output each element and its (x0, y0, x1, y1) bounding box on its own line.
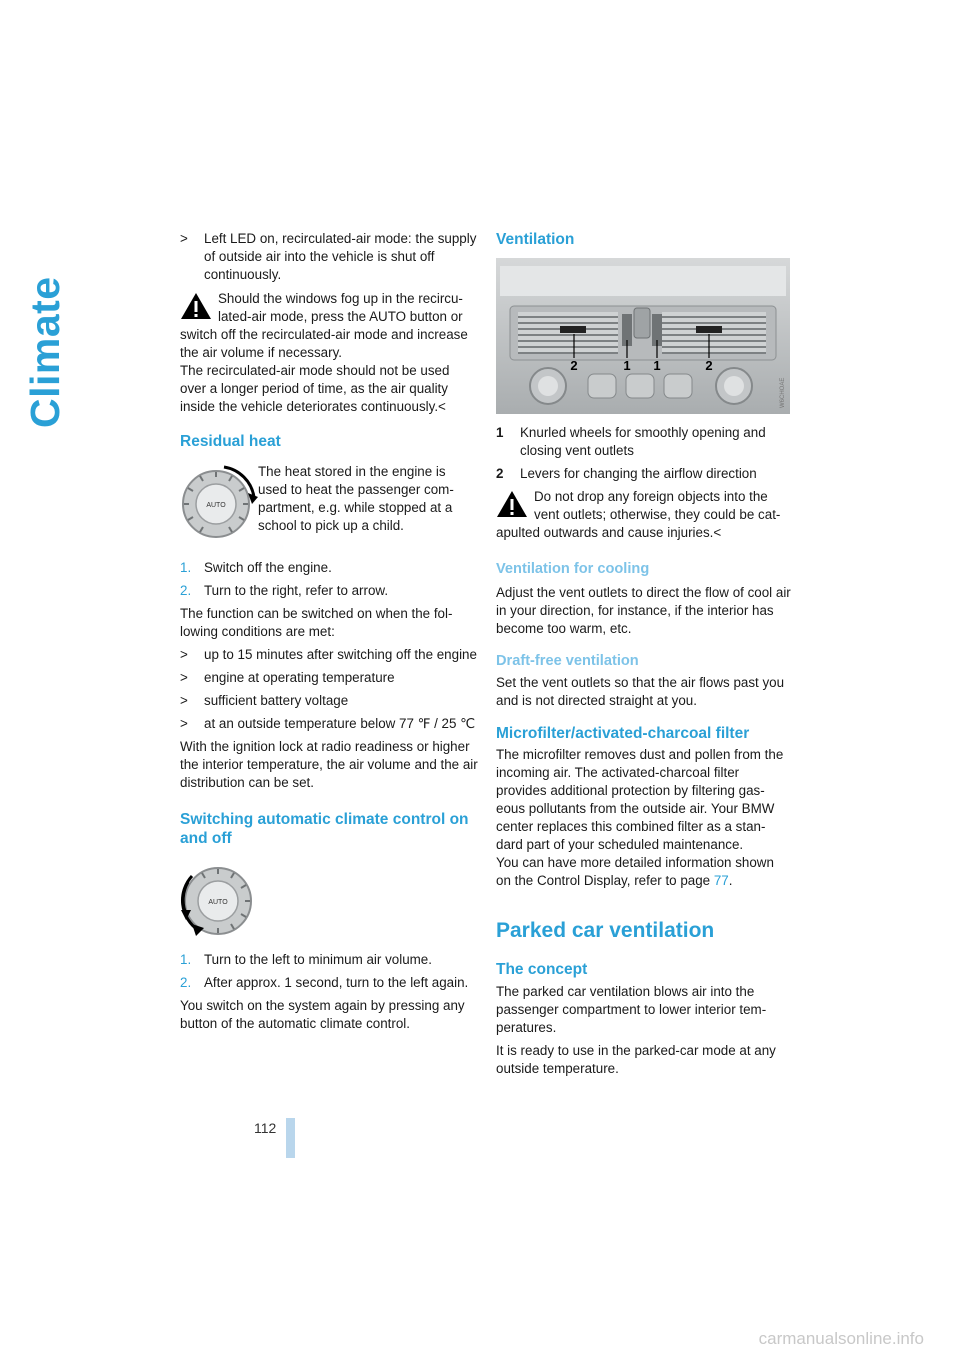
condition-item: > engine at operating temperature (180, 670, 395, 685)
condition-item: > at an outside temperature below 77 ℉ / 25 ℃ (180, 716, 476, 731)
draft-free-heading: Draft-free ventilation (496, 653, 639, 669)
ready-text: It is ready to use in the parked-car mode at any outside temperature. (496, 1043, 776, 1076)
svg-text:1: 1 (623, 358, 631, 373)
svg-text:2: 2 (705, 358, 713, 373)
legend-item: 2 Levers for changing the airflow direction (496, 466, 757, 481)
concept-text: The parked car ventilation blows air into the passenger compartment to lower interior tem-peratures. (496, 984, 767, 1035)
switching-heading: Switching automatic climate control on and off (180, 811, 469, 847)
cooling-text: Adjust the vent outlets to direct the flow of cool air in your direction, for instance, if the interior has become too warm, etc. (496, 585, 791, 636)
warning-triangle-icon (496, 490, 528, 518)
warning-triangle-icon (180, 292, 212, 320)
climate-knob-left-turn-image (180, 864, 260, 939)
switch-on-text: You switch on the system again by pressing any button of the automatic climate control. (180, 998, 465, 1031)
warning-foreign-objects: Do not drop any foreign objects into the vent outlets; otherwise, they could be cat- apulted outwards and cause injuries.< (496, 489, 781, 540)
right-column (496, 230, 792, 1083)
cooling-heading: Ventilation for cooling (496, 561, 650, 577)
draft-free-text: Set the vent outlets so that the air flows past you and is not directed straight at you. (496, 675, 785, 708)
condition-item: > up to 15 minutes after switching off the engine (180, 647, 477, 662)
bullet-led: > Left LED on, recirculated-air mode: the supply of outside air into the vehicle is shut off continuously. (180, 231, 477, 282)
left-column (180, 230, 478, 1038)
microfilter-heading: Microfilter/activated-charcoal filter (496, 725, 750, 742)
svg-text:AUTO: AUTO (208, 899, 228, 906)
page-77-link[interactable]: 77 (713, 873, 729, 888)
svg-text:AUTO: AUTO (206, 502, 226, 509)
microfilter-text: The microfilter removes dust and pollen from the incoming air. The activated-charcoal filter provides additional protection by filtering gas-eous pollutants from the outside air. Your BMW center replaces this combined filter as a stan-dard part of your scheduled maintenance. (496, 747, 784, 852)
parked-car-heading: Parked car ventilation (496, 919, 715, 942)
vent-outlets-image (496, 258, 790, 414)
ventilation-heading: Ventilation (496, 231, 575, 248)
residual-heat-heading: Residual heat (180, 433, 281, 450)
legend-item: 1 Knurled wheels for smoothly opening and closing vent outlets (496, 425, 766, 458)
page-number-bar (286, 1118, 295, 1158)
step-item: 2. After approx. 1 second, turn to the left again. (180, 975, 469, 990)
page-number: 112 (254, 1120, 277, 1136)
svg-text:2: 2 (570, 358, 578, 373)
conditions-intro: The function can be switched on when the fol-lowing conditions are met: (180, 606, 453, 639)
condition-item: > sufficient battery voltage (180, 693, 349, 708)
step-item: 1. Turn to the left to minimum air volume. (180, 952, 432, 967)
step-item: 1. Switch off the engine. (180, 560, 332, 575)
svg-text:1: 1 (653, 358, 661, 373)
concept-heading: The concept (496, 961, 588, 978)
ignition-text: With the ignition lock at radio readiness or higher the interior temperature, the air volume and the air distribution can be set. (180, 739, 478, 790)
step-item: 2. Turn to the right, refer to arrow. (180, 583, 389, 598)
side-title: Climate (22, 276, 68, 428)
residual-heat-block: AUTO The heat stored in the engine is used to heat the passenger com-partment, e.g. while stopped at a school to pick up a child. (180, 463, 478, 553)
watermark: carmanualsonline.info (758, 1329, 924, 1348)
microfilter-ref-text: You can have more detailed information shown on the Control Display, refer to page 77. (496, 855, 774, 888)
warning-recirculation: Should the windows fog up in the recircu-lated-air mode, press the AUTO button or switch off the recirculated-air mode and increase the air volume if necessary. The recirculated-air mode should not be used over a longer period of time, as the air quality inside the vehicle deteriorates continuously.< (180, 291, 468, 414)
climate-knob-right-turn-image (180, 463, 260, 538)
svg-text:W6CHOAE: W6CHOAE (780, 377, 786, 408)
